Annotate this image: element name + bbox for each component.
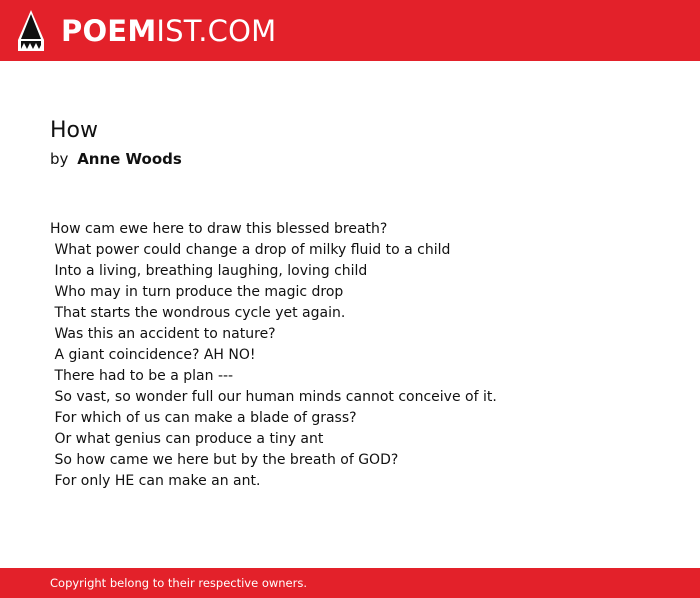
poem-line: So vast, so wonder full our human minds cannot conceive of it.	[50, 389, 497, 405]
poem-line: For only HE can make an ant.	[50, 473, 261, 489]
poem-line: There had to be a plan ---	[50, 368, 234, 384]
poem-line: So how came we here but by the breath of GOD?	[50, 452, 399, 468]
poem-title: How	[50, 118, 98, 143]
poem-line: What power could change a drop of milky fluid to a child	[50, 242, 451, 258]
author-name: Anne Woods	[77, 150, 182, 168]
pencil-logo-icon[interactable]	[17, 10, 45, 52]
poem-line: Who may in turn produce the magic drop	[50, 284, 344, 300]
by-label: by	[50, 150, 69, 168]
copyright-text: Copyright belong to their respective owners.	[50, 576, 308, 590]
site-brand[interactable]	[61, 13, 276, 49]
poem-body	[50, 219, 670, 492]
brand-light-text: IST.COM	[156, 14, 277, 48]
poem-line: Into a living, breathing laughing, loving child	[50, 263, 368, 279]
poem-line: For which of us can make a blade of grass?	[50, 410, 357, 426]
site-footer	[0, 568, 700, 598]
poem-line: Or what genius can produce a tiny ant	[50, 431, 324, 447]
poem-line: How cam ewe here to draw this blessed breath?	[50, 221, 388, 237]
poem-line: Was this an accident to nature?	[50, 326, 276, 342]
poem-line: That starts the wondrous cycle yet again.	[50, 305, 346, 321]
poem-byline	[50, 149, 182, 169]
site-header	[0, 0, 700, 61]
poem-line: A giant coincidence? AH NO!	[50, 347, 256, 363]
brand-bold-text: POEM	[61, 14, 157, 48]
